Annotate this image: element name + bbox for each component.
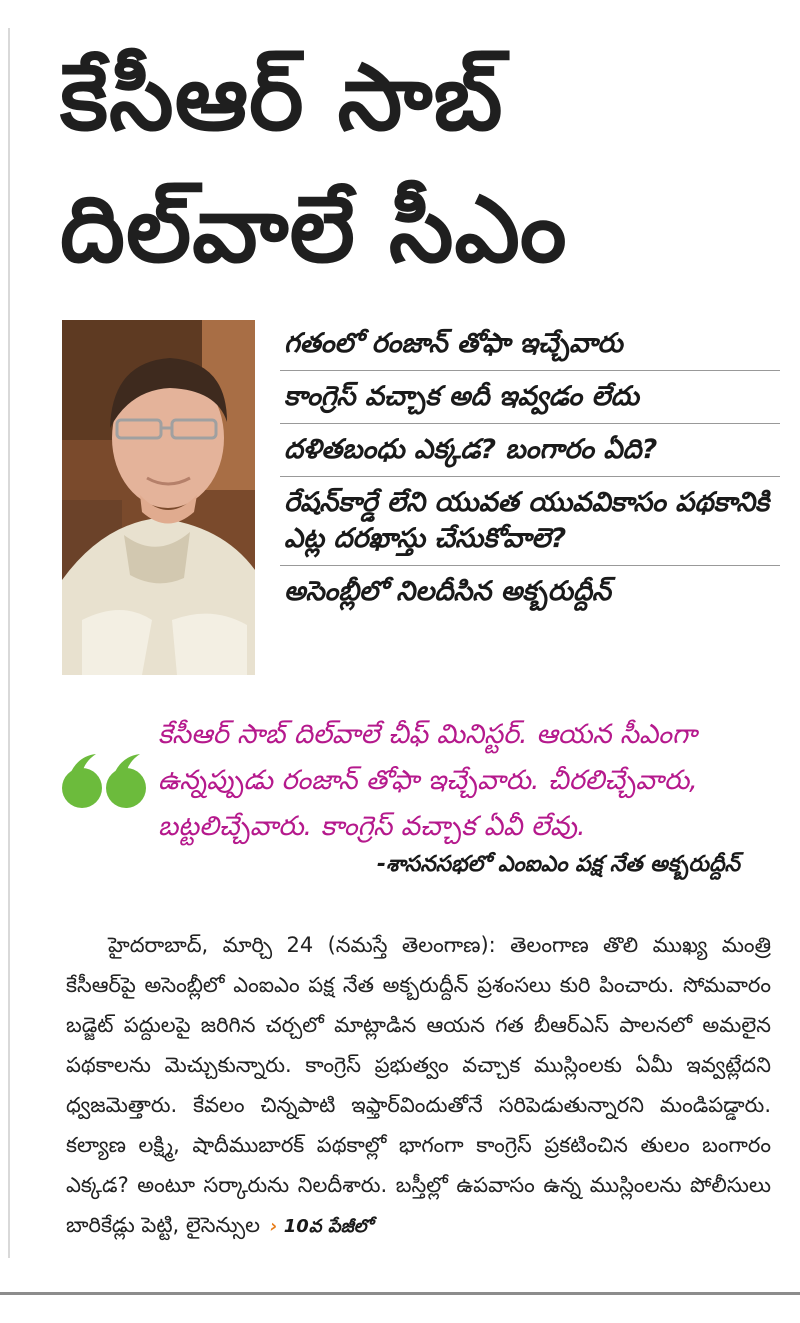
article-body-text: హైదరాబాద్, మార్చి 24 (నమస్తే తెలంగాణ): తెలంగాణ తొలి ముఖ్య మంత్రి కేసీఆర్‌పై అసెంబ్లీలో ఎంఐఎం పక్ష నేత అక్బరుద్దీన్ ప్రశంసలు కురి పించారు. సోమవారం బడ్జెట్ పద్దులపై జరిగిన చర్చలో మాట్లాడిన ఆయన గత బీఆర్‌ఎస్ పాలనలో అమలైన పథకాలను మెచ్చుకున్నారు. కాంగ్రెస్ ప్రభుత్వం వచ్చాక ముస్లింలకు ఏమీ ఇవ్వట్లేదని ధ్వజమెత్తారు. కేవలం చిన్నపాటి ఇఫ్తార్‌విందుతోనే సరిపెడుతున్నారని మండిపడ్డారు. కల్యాణ లక్ష్మి, షాదీముబారక్ పథకాల్లో భాగంగా కాంగ్రెస్ ప్రకటించిన తులం బంగారం ఎక్కడ? అంటూ సర్కారును నిలదీశారు. బస్తీల్లో ఉపవాసం ఉన్న ముస్లింలను పోలీసులు బారికేడ్లు పెట్టి, లైసెన్సుల	[66, 933, 771, 1237]
continue-label: 10వ పేజీలో	[283, 1216, 373, 1237]
continue-arrow-icon: ›	[270, 1216, 278, 1237]
article-body	[66, 925, 771, 1247]
key-point: అసెంబ్లీలో నిలదీసిన అక్బరుద్దీన్	[284, 576, 611, 607]
headline-line-2: దిల్‌వాలే సీఎం	[60, 176, 568, 283]
key-point: కాంగ్రెస్ వచ్చాక అదీ ఇవ్వడం లేదు	[280, 371, 780, 424]
continue-link[interactable]	[270, 1216, 372, 1237]
portrait-photo	[62, 320, 255, 675]
key-point: దళితబంధు ఎక్కడ? బంగారం ఏది?	[280, 424, 780, 477]
pull-quote: కేసీఆర్ సాబ్ దిల్‌వాలే చీఫ్ మినిస్టర్. ఆయన సీఎంగా ఉన్నప్పుడు రంజాన్ తోఫా ఇచ్చేవారు. చీరలిచ్చేవారు, బట్టలిచ్చేవారు. కాంగ్రెస్ వచ్చాక ఏవీ లేవు.	[158, 719, 698, 842]
quote-attribution: -శాసనసభలో ఎంఐఎం పక్ష నేత అక్బరుద్దీన్	[376, 852, 740, 877]
quote-mark-icon	[60, 752, 150, 812]
headline-line-1: కేసీఆర్ సాబ్	[60, 44, 504, 151]
key-point: రేషన్‌కార్డే లేని యువత యువవికాసం పథకానికి ఎట్ల దరఖాస్తు చేసుకోవాలె?	[280, 477, 780, 566]
left-margin-rule	[8, 28, 10, 1258]
key-point: గతంలో రంజాన్ తోఫా ఇచ్చేవారు	[280, 318, 780, 371]
key-points-list	[280, 318, 780, 618]
bottom-rule	[0, 1292, 800, 1295]
